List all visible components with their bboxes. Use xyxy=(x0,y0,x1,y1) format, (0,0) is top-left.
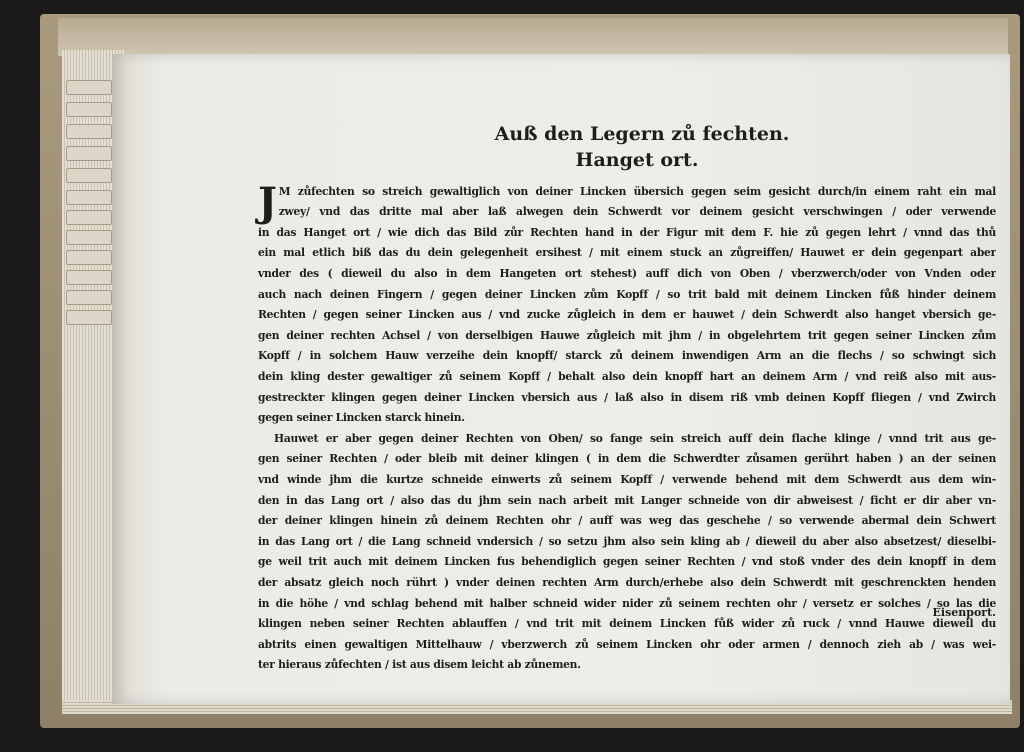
text-line: den in das Lang ort / also das du jhm sein nach arbeit mit Langer schneide von dir abweisest / ficht er dir aber vn- xyxy=(258,493,996,507)
text-line: M zůfechten so streich gewaltiglich von deiner Lincken übersich gegen seim gesicht durch/in einem raht ein mal xyxy=(278,184,996,198)
thumb-tab xyxy=(66,270,112,285)
thumb-tab xyxy=(66,168,112,183)
text-line: gen seiner Rechten / oder bleib mit deiner klingen ( in dem die Schwerdter zůsamen gerührt haben ) an der seinen xyxy=(258,452,996,466)
thumb-tab xyxy=(66,124,112,139)
text-line: gen deiner rechten Achsel / von derselbigen Hauwe zůgleich mit jhm / in obgelehrtem trit gegen seiner Lincken zům xyxy=(258,328,996,342)
text-line: gegen seiner Lincken starck hinein. xyxy=(258,411,465,425)
text-line: in das Lang ort / die Lang schneid vndersich / so setzu jhm also sein kling ab / dieweil du aber also absetzest/ dieselbi- xyxy=(258,534,996,548)
thumb-tab xyxy=(66,230,112,245)
text-line: der absatz gleich noch rührt ) vnder deinen rechten Arm durch/erhebe also dein Schwerdt mit geschrenckten henden xyxy=(258,575,996,589)
body-text xyxy=(258,178,996,676)
text-line: Hauwet er aber gegen deiner Rechten von Oben/ so fange sein streich auff dein flache klinge / vnnd trit aus ge- xyxy=(274,431,996,445)
text-line: klingen neben seiner Rechten ablauffen / vnd trit mit deinem Lincken fůß wider zů ruck / vnnd Hauwe dieweil du xyxy=(258,617,996,631)
text-line: in die höhe / vnd schlag behend mit halber schneid wider nider zů seinem rechten ohr / versetz er solches / so las die xyxy=(258,596,996,610)
thumb-tab xyxy=(66,190,112,205)
thumb-index-tabs xyxy=(66,80,116,340)
thumb-tab xyxy=(66,250,112,265)
text-line: ge weil trit auch mit deinem Lincken fus behendiglich gegen seiner Rechten / vnd stoß vnder des dein knopff in dem xyxy=(258,555,996,569)
drop-capital: J xyxy=(258,178,277,226)
catchword: Eisenport. xyxy=(932,606,996,619)
thumb-tab xyxy=(66,102,112,117)
text-line: Kopff / in solchem Hauw verzeihe dein knopff/ starck zů deinem inwendigen Arm an die flechs / so schwingt sich xyxy=(258,349,996,363)
text-line: in das Hanget ort / wie dich das Bild zůr Rechten hand in der Figur mit dem F. hie zů gegen lehrt / vnnd das thů xyxy=(258,225,996,239)
thumb-tab xyxy=(66,290,112,305)
printed-text-block xyxy=(258,123,996,672)
text-line: vnder des ( dieweil du also in dem Hangeten ort stehest) auff dich von Oben / vberzwerch/oder von Vnden oder xyxy=(258,267,996,281)
text-line: vnd winde jhm die kurtze schneide einwerts zů seinem Kopff / verwende behend mit dem Schwerdt aus dem win- xyxy=(258,473,996,486)
text-line: der deiner klingen hinein zů deinem Rechten ohr / auff was weg das geschehe / so verwende abermal dein Schwert xyxy=(258,514,996,528)
text-line: gestreckter klingen gegen deiner Lincken vbersich aus / laß also in disem riß vmb deinen Kopff fliegen / vnd Zwirch xyxy=(258,390,996,404)
thumb-tab xyxy=(66,310,112,325)
book-cover-top-edge xyxy=(58,18,1008,56)
paragraph-1 xyxy=(258,178,996,429)
text-line: ein mal etlich biß das du dein gelegenheit ersihest / mit einem stuck an zůgreiffen/ Hauwet er dein gegenpart aber xyxy=(258,246,996,260)
text-line: Rechten / gegen seiner Lincken aus / vnd zucke zůgleich in dem er hauwet / dein Schwerdt also hanget vbersich ge- xyxy=(258,308,996,322)
paragraph-2 xyxy=(258,429,996,676)
text-line: abtrits einen gewaltigen Mittelhauw / vberzwerch zů seinem Lincken ohr oder armen / dennoch zieh ab / was wei- xyxy=(258,637,996,651)
text-line: ter hieraus zůfechten / ist aus disem leicht ab zůnemen. xyxy=(258,658,581,672)
text-line: dein kling dester gewaltiger zů seinem Kopff / behalt also dein knopff hart an deinem Arm / vnd reiß also mit aus- xyxy=(258,370,996,384)
page-subheading: Hanget ort. xyxy=(575,148,699,171)
text-line: auch nach deinen Fingern / gegen deiner Lincken zům Kopff / so trit bald mit deinem Lincken fůß hinder deinem xyxy=(258,287,996,301)
book-page xyxy=(112,54,1010,704)
page-heading: Auß den Legern zů fechten. xyxy=(494,123,790,145)
thumb-tab xyxy=(66,80,112,95)
thumb-tab xyxy=(66,146,112,161)
thumb-tab xyxy=(66,210,112,225)
text-line: zwey/ vnd das dritte mal aber laß alwegen dein Schwerdt vor deinem gesicht verschwingen / oder verwende xyxy=(278,205,996,219)
